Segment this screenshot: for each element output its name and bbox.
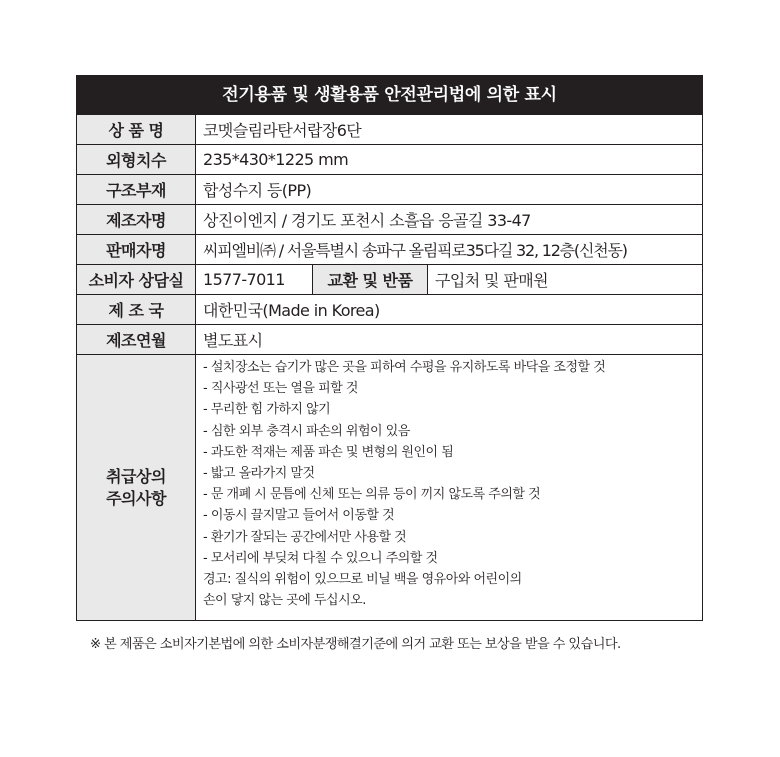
footnote: ※ 본 제품은 소비자기본법에 의한 소비자분쟁해결기준에 의거 교환 또는 보상을 받을 수 있습니다. [90,637,621,652]
caution-item: - 설치장소는 습기가 많은 곳을 피하여 수평을 유지하도록 바닥을 조정할 것 [203,360,606,375]
value-exchange: 구입처 및 판매원 [435,271,548,290]
caution-item: - 문 개폐 시 문틈에 신체 또는 의류 등이 끼지 않도록 주의할 것 [203,487,541,503]
label-cautions-line1: 취급상의 [106,466,166,486]
row-manufacturer [77,204,702,234]
label-consumer-center: 소비자 상담실 [77,265,196,294]
value-dimensions: 235*430*1225 mm [203,150,349,169]
value-seller: 씨피엘비㈜ / 서울특별시 송파구 올림픽로35다길 32, 12층(신천동) [203,241,627,260]
caution-warning: 손이 닿지 않는 곳에 두십시오. [203,593,366,609]
caution-item: - 직사광선 또는 열을 피할 것 [203,381,358,397]
row-cautions [77,354,702,620]
caution-item: - 과도한 적재는 제품 파손 및 변형의 원인이 됨 [203,444,454,460]
label-material: 구조부재 [77,175,196,204]
label-cautions [77,355,196,620]
label-origin: 제 조 국 [77,295,196,324]
row-product-name [77,114,702,144]
value-manufacture-date: 별도표시 [203,331,263,350]
value-manufacturer: 상진이엔지 / 경기도 포천시 소흘읍 응골길 33-47 [203,211,531,230]
label-manufacturer: 제조자명 [77,205,196,234]
caution-item: - 모서리에 부딪쳐 다칠 수 있으니 주의할 것 [203,550,438,566]
caution-item: - 심한 외부 충격시 파손의 위험이 있음 [203,423,410,439]
label-manufacture-date: 제조연월 [77,325,196,354]
label-product-name: 상 품 명 [77,115,196,144]
table-title: 전기용품 및 생활용품 안전관리법에 의한 표시 [77,76,702,114]
label-dimensions: 외형치수 [77,145,196,174]
row-material [77,174,702,204]
row-seller [77,234,702,264]
caution-item: - 환기가 잘되는 공간에서만 사용할 것 [203,529,407,545]
value-material: 합성수지 등(PP) [203,181,312,200]
caution-warning: 경고: 질식의 위험이 있으므로 비닐 백을 영유아와 어린이의 [203,572,522,588]
value-origin: 대한민국(Made in Korea) [203,301,380,320]
row-origin [77,294,702,324]
label-seller: 판매자명 [77,235,196,264]
caution-item: - 무리한 힘 가하지 않기 [203,402,331,418]
product-info-table [76,75,703,621]
label-exchange: 교환 및 반품 [313,265,428,294]
row-manufacture-date [77,324,702,354]
caution-item: - 밟고 올라가지 말것 [203,466,315,482]
caution-item: - 이동시 끌지말고 들어서 이동할 것 [203,508,395,524]
value-product-name: 코멧슬림라탄서랍장6단 [203,121,362,140]
row-consumer-center [77,264,702,294]
label-cautions-line2: 주의사항 [106,488,166,508]
row-dimensions [77,144,702,174]
cautions-list [196,355,702,620]
value-consumer-center: 1577-7011 [196,265,313,294]
